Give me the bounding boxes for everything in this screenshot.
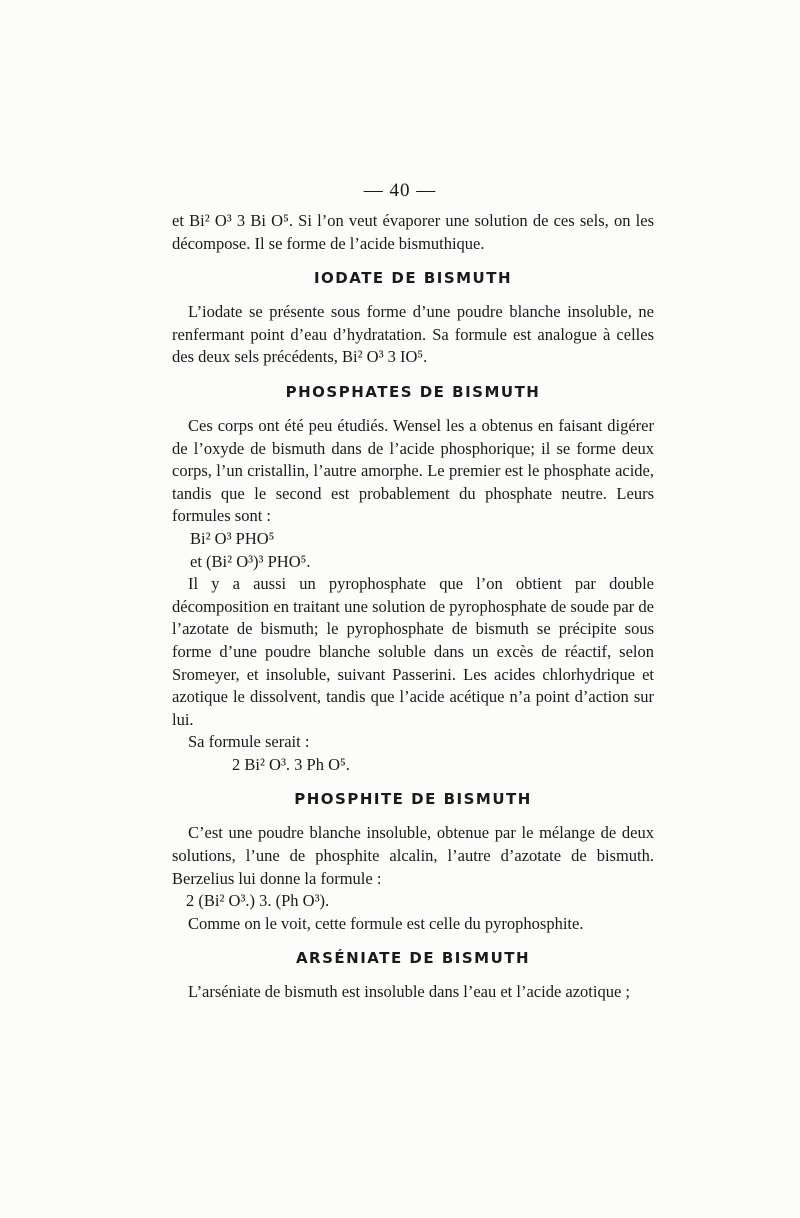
paragraph: L’arséniate de bismuth est insoluble dans l’eau et l’acide azotique ; bbox=[188, 982, 630, 1002]
paragraph: Comme on le voit, cette formule est celle du pyrophosphite. bbox=[188, 913, 584, 933]
section-heading: PHOSPHITE DE BISMUTH bbox=[294, 790, 532, 809]
paragraph: L’iodate se présente sous forme d’une poudre blanche insoluble, ne renfermant point d’eau d’hydratation. Sa formule est analogue à celles des deux sels précédents, Bi² O³ 3 IO⁵. bbox=[172, 302, 654, 367]
chemical-formula: et (Bi² O³)³ PHO⁵. bbox=[190, 551, 311, 571]
section-heading: IODATE DE BISMUTH bbox=[313, 269, 513, 288]
paragraph: Sa formule serait : bbox=[188, 732, 310, 752]
paragraph: Ces corps ont été peu étudiés. Wensel les a obtenus en faisant digérer de l’oxyde de bismuth dans de l’acide phosphorique; il se forme deux corps, l’un cristallin, l’autre amorphe. Le premier est le phosphate acide, tandis que le second est probablement du phosphate neutre. Leurs formules sont : bbox=[172, 415, 654, 526]
chemical-formula: 2 (Bi² O³.) 3. (Ph O³). bbox=[186, 891, 330, 911]
chemical-formula: Bi² O³ PHO⁵ bbox=[190, 528, 275, 548]
page-number: — 40 — bbox=[363, 180, 437, 201]
section-heading: PHOSPHATES DE BISMUTH bbox=[285, 382, 541, 401]
paragraph: et Bi² O³ 3 Bi O⁵. Si l’on veut évaporer une solution de ces sels, on les décompose. Il se forme de l’acide bismuthique. bbox=[172, 211, 654, 253]
text-column bbox=[172, 210, 654, 1004]
paragraph: Il y a aussi un pyrophosphate que l’on obtient par double décomposition en traitant une solution de pyrophosphate de soude par de l’azotate de bismuth; le pyrophosphate de bismuth se précipite sous forme d’une poudre blanche soluble dans un excès de réactif, selon Sromeyer, et insoluble, suivant Passerini. Les acides chlorhydrique et azotique le dissolvent, tandis que l’acide acétique n’a point d’action sur lui. bbox=[172, 574, 654, 729]
chemical-formula: 2 Bi² O³. 3 Ph O⁵. bbox=[232, 754, 350, 774]
section-heading: ARSÉNIATE DE BISMUTH bbox=[295, 949, 531, 968]
paragraph: C’est une poudre blanche insoluble, obtenue par le mélange de deux solutions, l’une de phosphite alcalin, l’autre d’azotate de bismuth. Berzelius lui donne la formule : bbox=[172, 823, 654, 888]
